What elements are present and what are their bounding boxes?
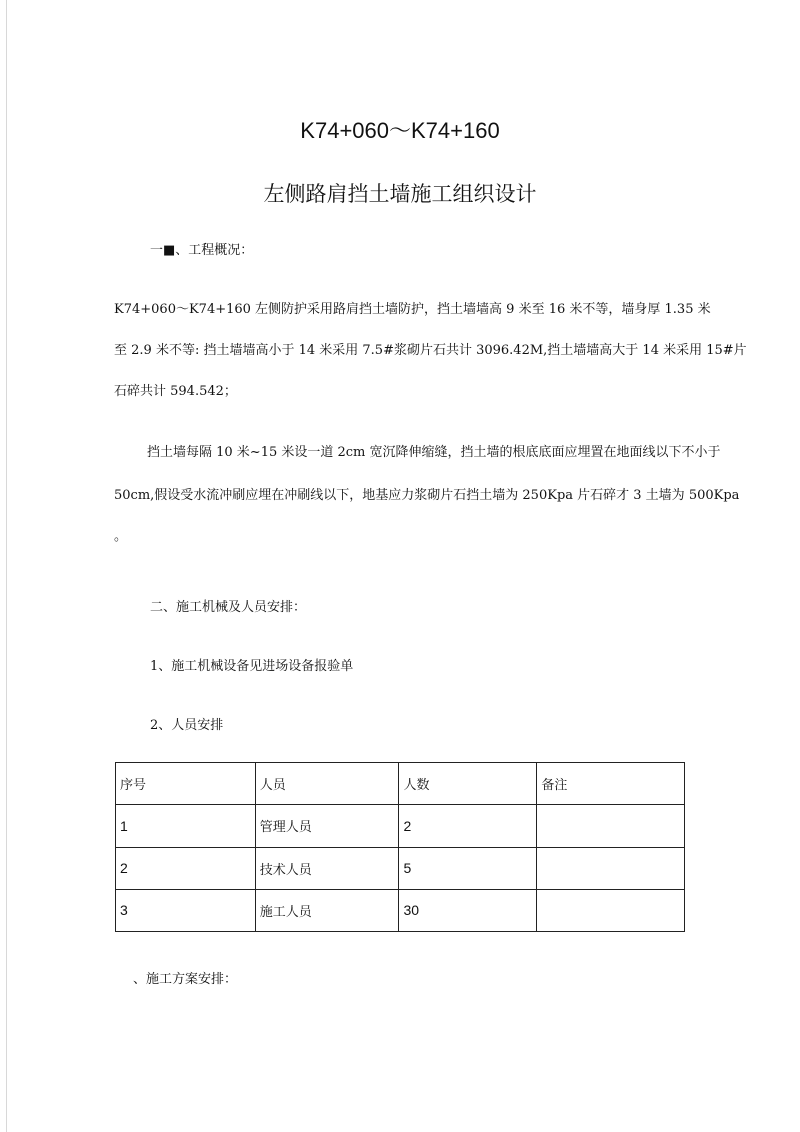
table-cell — [537, 889, 685, 931]
table-header: 序号 — [116, 763, 256, 805]
table-cell: 施工人员 — [255, 889, 399, 931]
paragraph-line: 。 — [114, 529, 128, 544]
section-heading-construction-plan: 、施工方案安排： — [133, 972, 238, 987]
table-cell: 1 — [116, 805, 256, 847]
document-title: 左侧路肩挡土墙施工组织设计 — [263, 182, 537, 206]
staff-table — [115, 762, 685, 932]
page-edge-line — [6, 0, 7, 1132]
table-cell: 技术人员 — [255, 847, 399, 889]
table-cell: 2 — [116, 847, 256, 889]
paragraph-line: 石碎共计 594.542； — [114, 384, 237, 399]
document-title-code: K74+060～K74+160 — [300, 118, 500, 143]
list-item-staff: 2、人员安排 — [150, 718, 224, 733]
list-item-machinery: 1、施工机械设备见进场设备报验单 — [150, 659, 354, 674]
paragraph-line: 至 2.9 米不等: 挡土墙墙高小于 14 米采用 7.5#浆砌片石共计 3096.42M,挡土墙墙高大于 14 米采用 15#片 — [114, 343, 747, 358]
section-heading-overview: 一■、工程概况： — [150, 243, 254, 258]
table-cell — [537, 847, 685, 889]
table-cell: 3 — [116, 889, 256, 931]
table-cell — [537, 805, 685, 847]
paragraph-line: K74+060～K74+160 左侧防护采用路肩挡土墙防护，挡土墙墙高 9 米至 16 米不等，墙身厚 1.35 米 — [114, 302, 711, 317]
section-heading-machinery: 二、施工机械及人员安排： — [150, 600, 307, 615]
table-header: 人数 — [399, 763, 537, 805]
table-row — [116, 805, 685, 847]
table-cell: 30 — [399, 889, 537, 931]
paragraph-line: 50cm,假设受水流冲刷应埋在冲刷线以下，地基应力浆砌片石挡土墙为 250Kpa 片石碎才 3 土墙为 500Kpa — [114, 488, 740, 503]
table-cell: 管理人员 — [255, 805, 399, 847]
table-cell: 2 — [399, 805, 537, 847]
paragraph-line: 挡土墙每隔 10 米~15 米设一道 2cm 宽沉降伸缩缝，挡土墙的根底底面应埋置在地面线以下不小于 — [147, 445, 721, 460]
table-header: 人员 — [255, 763, 399, 805]
table-header-row — [116, 763, 685, 805]
table-row — [116, 889, 685, 931]
table-row — [116, 847, 685, 889]
table-header: 备注 — [537, 763, 685, 805]
table-cell: 5 — [399, 847, 537, 889]
